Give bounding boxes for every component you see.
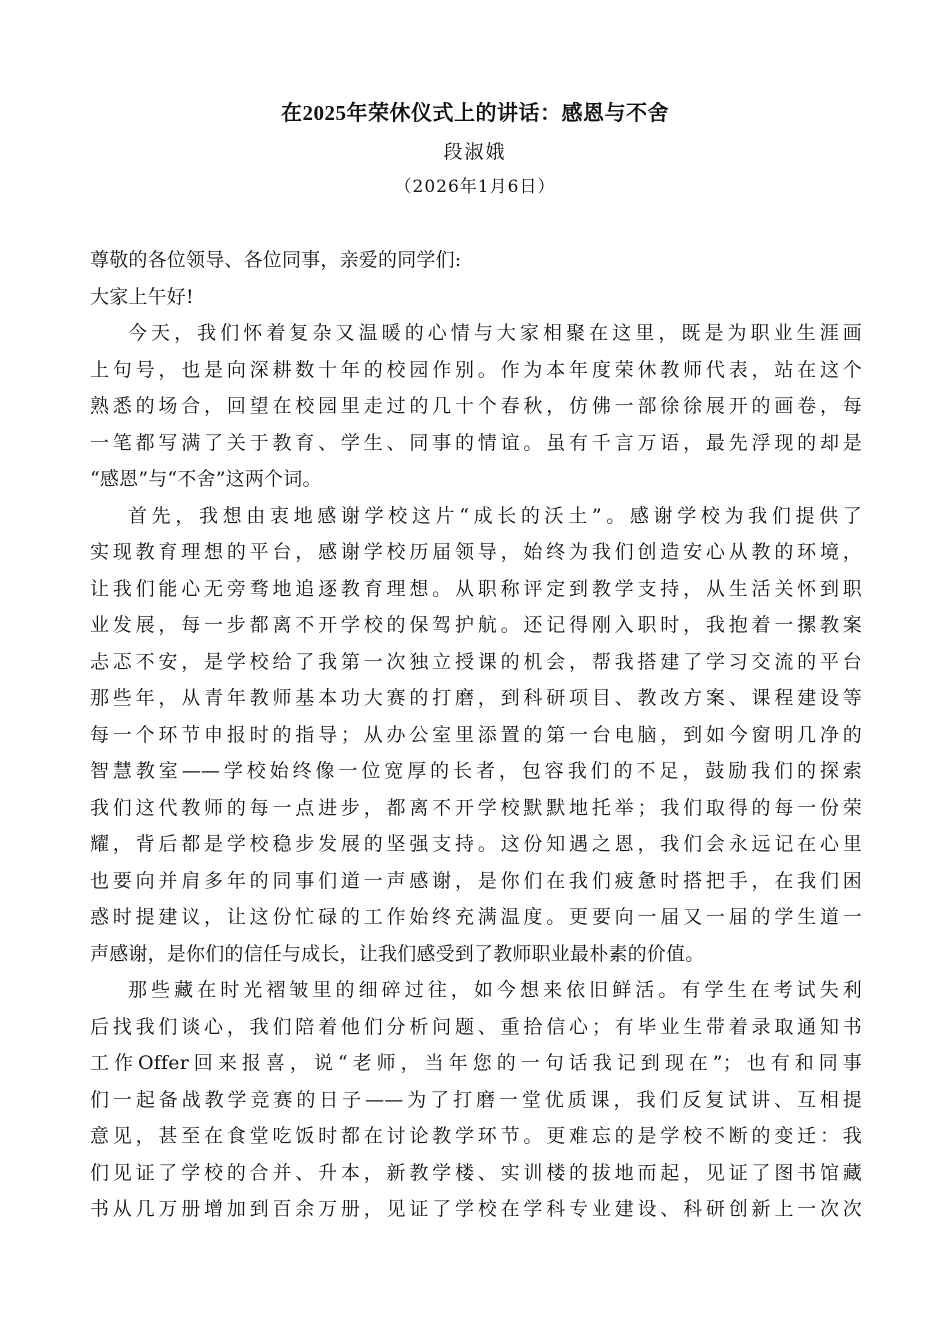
paragraph-line: 那些藏在时光褶皱里的细碎过往，如今想来依旧鲜活。有学生在考试失利 (128, 979, 862, 1001)
paragraph-line: 们一起备战教学竞赛的日子——为了打磨一堂优质课，我们反复试讲、互相提 (90, 1088, 862, 1111)
salutation-line: 尊敬的各位领导、各位同事，亲爱的同学们: (90, 249, 462, 271)
paragraph-line: 们见证了学校的合并、升本，新教学楼、实训楼的拔地而起，见证了图书馆藏 (90, 1161, 862, 1184)
greeting-line: 大家上午好! (90, 285, 194, 308)
paragraph-line: 熟悉的场合，回望在校园里走过的几十个春秋，仿佛一部徐徐展开的画卷，每 (90, 395, 862, 417)
paragraph-line: 实现教育理想的平台，感谢学校历届领导，始终为我们创造安心从教的环境， (90, 541, 862, 563)
speech-date: （2026年1月6日） (394, 177, 556, 197)
paragraph-line: 上句号，也是向深耕数十年的校园作别。作为本年度荣休教师代表，站在这个 (90, 358, 862, 381)
paragraph-thanks-school (90, 498, 862, 973)
paragraph-line: 今天，我们怀着复杂又温暖的心情与大家相聚在这里，既是为职业生涯画 (128, 322, 862, 344)
paragraph-line: 智慧教室——学校始终像一位宽厚的长者，包容我们的不足，鼓励我们的探索 (90, 760, 862, 782)
paragraph-line: 一笔都写满了关于教育、学生、同事的情谊。虽有千言万语，最先浮现的却是 (90, 431, 862, 454)
paragraph-line: 耀，背后都是学校稳步发展的坚强支持。这份知遇之恩，我们会永远记在心里 (90, 833, 862, 855)
paragraph-line: 也要向并肩多年的同事们道一声感谢，是你们在我们疲惫时搭把手，在我们困 (90, 869, 862, 892)
paragraph-line: 后找我们谈心，我们陪着他们分析问题、重拾信心；有毕业生带着录取通知书 (90, 1015, 862, 1038)
speech-body (90, 242, 862, 1228)
paragraph-gratitude-intro (90, 315, 862, 498)
paragraph-line: 忐忑不安，是学校给了我第一次独立授课的机会，帮我搭建了学习交流的平台 (90, 650, 862, 673)
paragraph-line: 书从几万册增加到百余万册，见证了学校在学科专业建设、科研创新上一次次 (90, 1198, 862, 1220)
paragraph-line: 首先，我想由衷地感谢学校这片“成长的沃土”。感谢学校为我们提供了 (128, 504, 862, 527)
paragraph-line: 声感谢，是你们的信任与成长，让我们感受到了教师职业最朴素的价值。 (90, 942, 705, 965)
paragraph-line: “感恩”与“不舍”这两个词。 (90, 468, 322, 490)
paragraph-line: 意见，甚至在食堂吃饭时都在讨论教学环节。更难忘的是学校不断的变迁：我 (90, 1125, 862, 1147)
paragraph-line: 那些年，从青年教师基本功大赛的打磨，到科研项目、教改方案、课程建设等 (90, 687, 862, 709)
paragraph-line: 业发展，每一步都离不开学校的保驾护航。还记得刚入职时，我抱着一摞教案 (90, 614, 862, 636)
document-title: 在2025年荣休仪式上的讲话：感恩与不舍 (281, 101, 669, 125)
author-name: 段淑娥 (443, 141, 507, 163)
paragraph-line: 每一个环节申报时的指导；从办公室里添置的第一台电脑，到如今窗明几净的 (90, 723, 862, 746)
paragraph-line: 我们这代教师的每一点进步，都离不开学校默默地托举；我们取得的每一份荣 (90, 796, 862, 819)
paragraph-memories (90, 972, 862, 1228)
paragraph-line: 工作Offer回来报喜，说“老师，当年您的一句话我记到现在”；也有和同事 (90, 1052, 862, 1074)
paragraph-line: 惑时提建议，让这份忙碌的工作始终充满温度。更要向一届又一届的学生道一 (90, 906, 862, 928)
paragraph-line: 让我们能心无旁骛地追逐教育理想。从职称评定到教学支持，从生活关怀到职 (90, 577, 862, 600)
